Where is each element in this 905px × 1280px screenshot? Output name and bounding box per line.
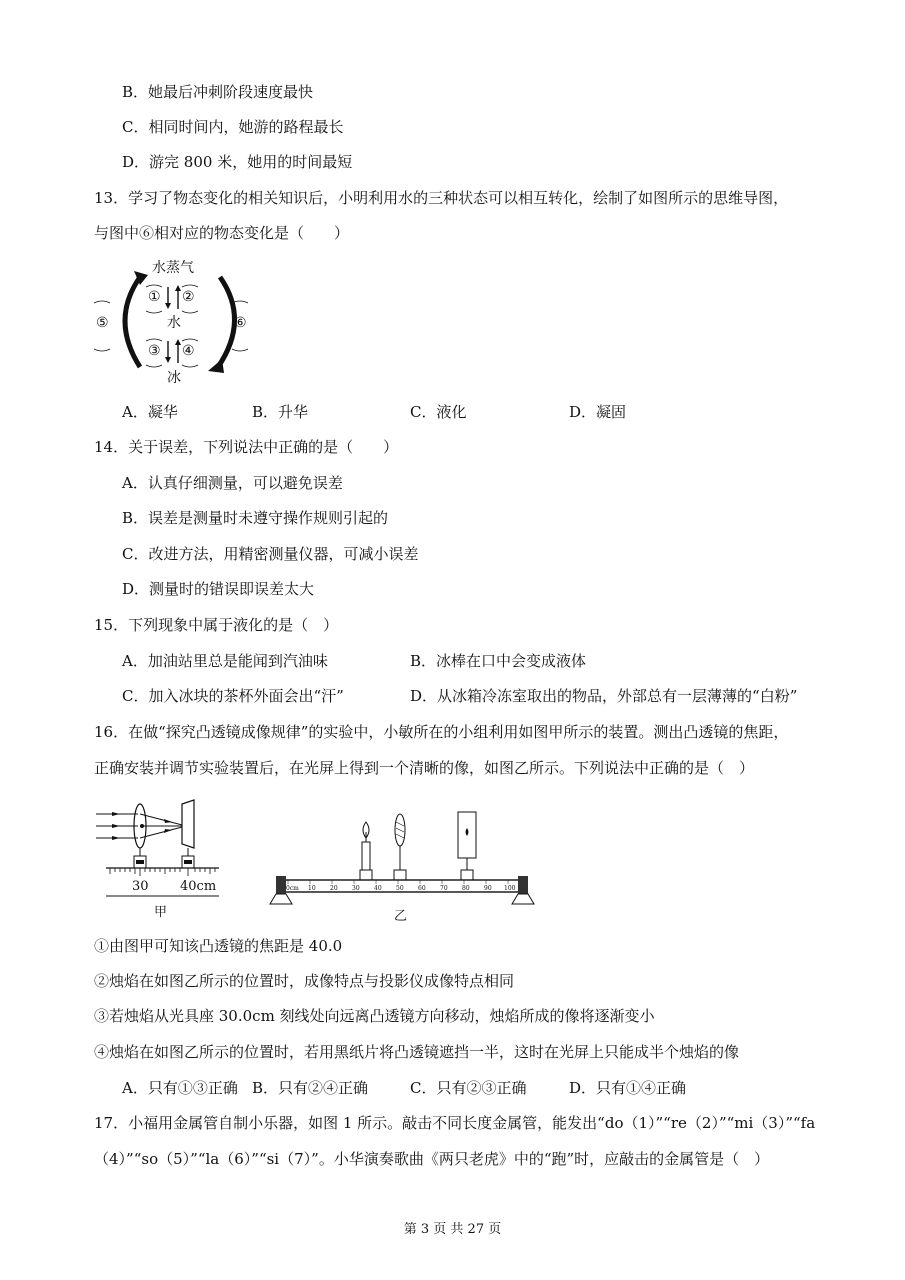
page-number: 第 3 页 共 27 页 [403,1222,502,1237]
diagram-num-6: ⑥ [234,315,247,331]
diagram-label-water: 水 [167,315,181,331]
q16-statement-2: ②烛焰在如图乙所示的位置时，成像特点与投影仪成像特点相同 [94,972,515,990]
q13-stem-line1: 13．学习了物态变化的相关知识后，小明利用水的三种状态可以相互转化，绘制了如图所示的思维导图， [94,189,789,207]
q14-stem: 14．关于误差，下列说法中正确的是（ ） [94,438,399,456]
fig-jia-tick-30: 30 [132,879,149,894]
fig-jia-caption: 甲 [154,905,168,920]
q13-option-c: C．液化 [410,403,467,421]
fig-yi-caption: 乙 [394,909,408,924]
q16-statement-4: ④烛焰在如图乙所示的位置时，若用黑纸片将凸透镜遮挡一半，这时在光屏上只能成半个烛焰的像 [94,1043,740,1061]
q13-option-d: D．凝固 [569,403,627,421]
diagram-num-2: ② [182,289,195,305]
q16-figure-jia [94,796,224,920]
q13-state-diagram [90,255,270,387]
ruler-tick-0: 0cm [286,885,299,892]
ruler-tick-60: 60 [418,885,426,892]
q14-option-a: A．认真仔细测量，可以避免误差 [122,474,343,492]
q15-option-b: B．冰棒在口中会变成液体 [410,652,587,670]
q16-option-c: C．只有②③正确 [410,1079,527,1097]
ruler-tick-50: 50 [396,885,404,892]
q16-option-b: B．只有②④正确 [252,1079,369,1097]
q12-option-b: B．她最后冲刺阶段速度最快 [122,83,314,101]
ruler-tick-100: 100 [504,885,516,892]
q16-statement-3: ③若烛焰从光具座 30.0cm 刻线处向远离凸透镜方向移动，烛焰所成的像将逐渐变小 [94,1007,655,1025]
q14-option-d: D．测量时的错误即误差太大 [122,580,315,598]
diagram-num-4: ④ [182,343,195,359]
q16-stem-line1: 16．在做“探究凸透镜成像规律”的实验中，小敏所在的小组利用如图甲所示的装置。测出凸透镜的焦距， [94,723,789,741]
q14-option-c: C．改进方法，用精密测量仪器，可减小误差 [122,545,419,563]
q17-stem-line1: 17．小福用金属管自制小乐器，如图 1 所示。敲击不同长度金属管，能发出“do（1）”“re（2）”“mi（3）”“fa [94,1114,816,1132]
ruler-tick-10: 10 [308,885,316,892]
q15-option-a: A．加油站里总是能闻到汽油味 [122,652,328,670]
q12-option-c: C．相同时间内，她游的路程最长 [122,118,344,136]
diagram-label-vapor: 水蒸气 [152,260,194,276]
q16-stem-line2: 正确安装并调节实验装置后，在光屏上得到一个清晰的像，如图乙所示。下列说法中正确的是（ ） [94,759,755,777]
ruler-tick-90: 90 [484,885,492,892]
ruler-tick-20: 20 [330,885,338,892]
q16-option-a: A．只有①③正确 [122,1079,238,1097]
ruler-tick-30: 30 [352,885,360,892]
diagram-num-3: ③ [148,343,161,359]
q16-option-d: D．只有①④正确 [569,1079,687,1097]
ruler-tick-80: 80 [462,885,470,892]
fig-jia-tick-40: 40cm [180,879,217,894]
q13-option-a: A．凝华 [122,403,178,421]
ruler-tick-70: 70 [440,885,448,892]
diagram-num-5: ⑤ [96,315,109,331]
q16-statement-1: ①由图甲可知该凸透镜的焦距是 40.0 [94,937,343,955]
q15-option-c: C．加入冰块的茶杯外面会出“汗” [122,687,344,705]
q15-option-d: D．从冰箱冷冻室取出的物品，外部总有一层薄薄的“白粉” [410,687,798,705]
q13-option-b: B．升华 [252,403,309,421]
diagram-num-1: ① [148,289,161,305]
diagram-label-ice: 冰 [167,370,181,386]
q16-figure-yi [262,800,542,924]
ruler-tick-40: 40 [374,885,382,892]
q13-stem-line2: 与图中⑥相对应的物态变化是（ ） [94,224,350,242]
q12-option-d: D．游完 800 米，她用的时间最短 [122,153,353,171]
q17-stem-line2: （4）”“so（5）”“la（6）”“si（7）”。小华演奏歌曲《两只老虎》中的“跑”时，应敲击的金属管是（ ） [94,1150,770,1168]
q15-stem: 15．下列现象中属于液化的是（ ） [94,616,339,634]
q14-option-b: B．误差是测量时未遵守操作规则引起的 [122,509,389,527]
